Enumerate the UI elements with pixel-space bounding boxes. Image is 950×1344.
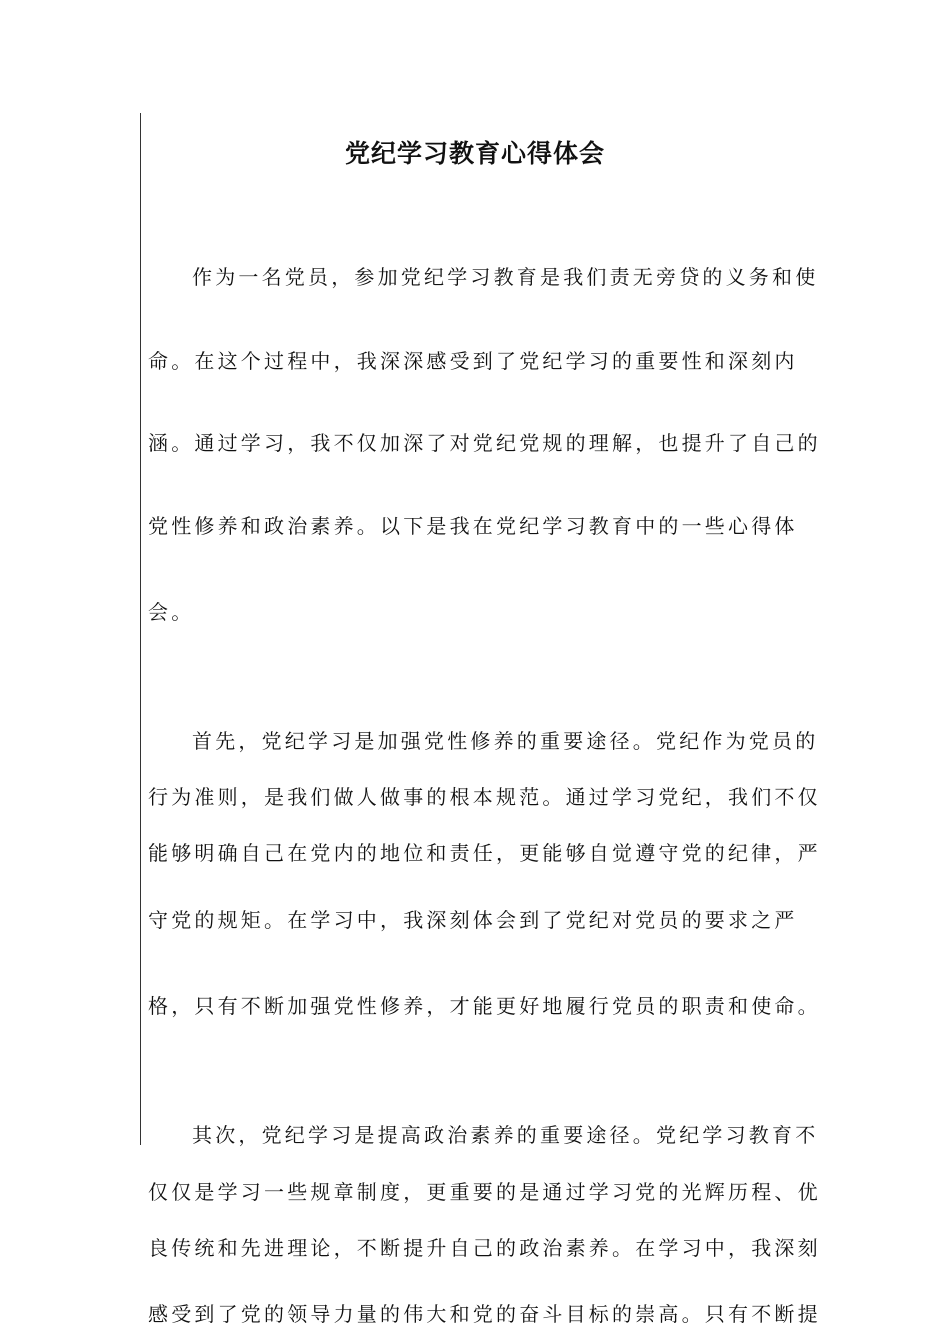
paragraph-2-line-4: 守党的规矩。在学习中，我深刻体会到了党纪对党员的要求之严 bbox=[148, 908, 798, 932]
paragraph-1-line-1: 作为一名党员，参加党纪学习教育是我们责无旁贷的义务和使 bbox=[192, 265, 819, 289]
paragraph-1-line-3: 涵。通过学习，我不仅加深了对党纪党规的理解，也提升了自己的 bbox=[148, 431, 821, 455]
margin-rule bbox=[140, 113, 141, 1145]
paragraph-2-line-2: 行为准则，是我们做人做事的根本规范。通过学习党纪，我们不仅 bbox=[148, 785, 821, 809]
paragraph-1-line-4: 党性修养和政治素养。以下是我在党纪学习教育中的一些心得体 bbox=[148, 514, 798, 538]
paragraph-3-line-3: 良传统和先进理论，不断提升自己的政治素养。在学习中，我深刻 bbox=[148, 1236, 821, 1260]
paragraph-3-line-2: 仅仅是学习一些规章制度，更重要的是通过学习党的光辉历程、优 bbox=[148, 1180, 821, 1204]
paragraph-2-line-1: 首先，党纪学习是加强党性修养的重要途径。党纪作为党员的 bbox=[192, 729, 819, 753]
document-title: 党纪学习教育心得体会 bbox=[344, 139, 605, 168]
paragraph-3-line-4: 感受到了党的领导力量的伟大和党的奋斗目标的崇高。只有不断提 bbox=[148, 1302, 821, 1326]
paragraph-3-line-1: 其次，党纪学习是提高政治素养的重要途径。党纪学习教育不 bbox=[192, 1123, 819, 1147]
paragraph-2-line-3: 能够明确自己在党内的地位和责任，更能够自觉遵守党的纪律，严 bbox=[148, 841, 821, 865]
paragraph-2-line-5: 格，只有不断加强党性修养，才能更好地履行党员的职责和使命。 bbox=[148, 994, 821, 1018]
paragraph-1-line-5: 会。 bbox=[148, 600, 195, 624]
paragraph-1-line-2: 命。在这个过程中，我深深感受到了党纪学习的重要性和深刻内 bbox=[148, 349, 798, 373]
